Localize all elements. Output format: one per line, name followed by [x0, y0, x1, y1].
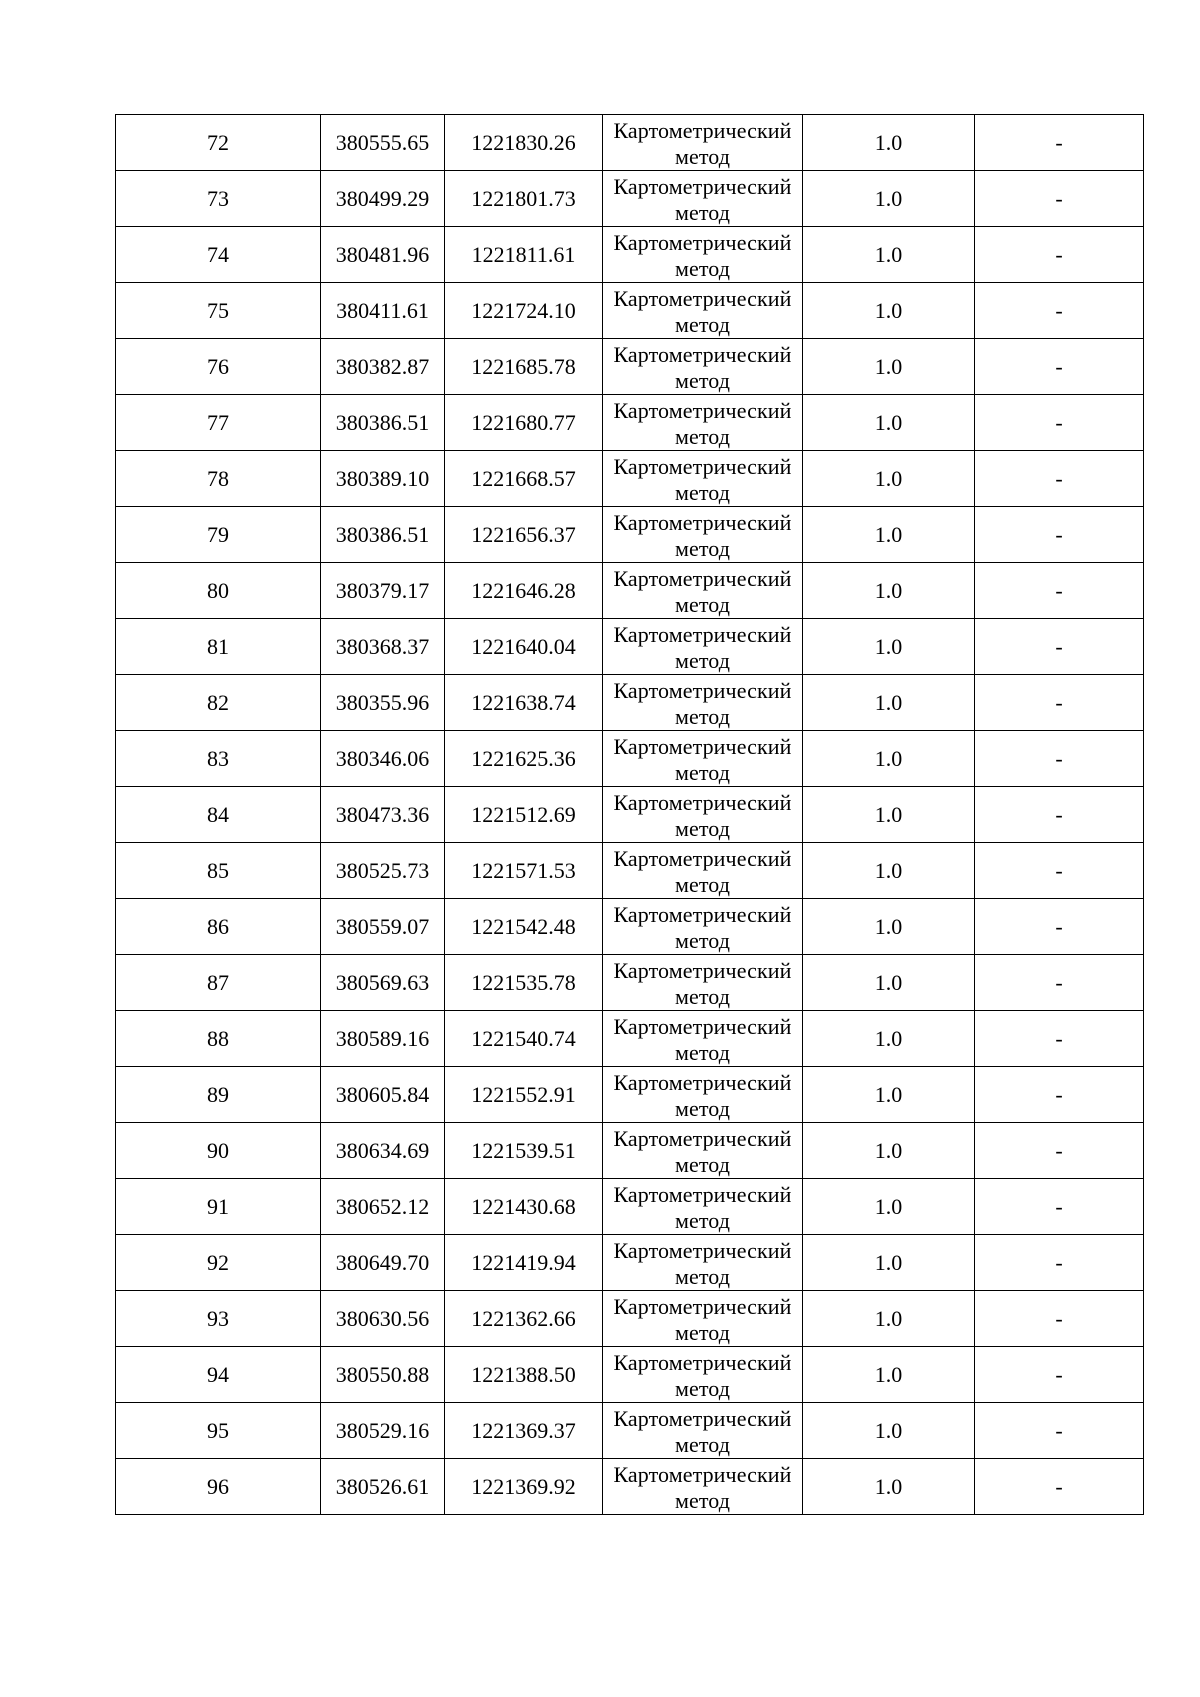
accuracy-cell: 1.0	[803, 563, 975, 619]
accuracy-cell: 1.0	[803, 451, 975, 507]
accuracy-cell: 1.0	[803, 1067, 975, 1123]
accuracy-cell: 1.0	[803, 1011, 975, 1067]
method-line-2: метод	[674, 1319, 731, 1345]
y-coordinate-cell: 1221685.78	[445, 339, 603, 395]
y-coordinate-cell: 1221638.74	[445, 675, 603, 731]
table-row	[116, 171, 1144, 227]
x-coordinate-cell: 380550.88	[321, 1347, 445, 1403]
accuracy-cell: 1.0	[803, 339, 975, 395]
accuracy-cell: 1.0	[803, 899, 975, 955]
x-coordinate-cell: 380525.73	[321, 843, 445, 899]
accuracy-cell: 1.0	[803, 1291, 975, 1347]
table-row	[116, 507, 1144, 563]
method-cell	[603, 675, 803, 731]
method-line-1: Картометрический	[613, 1293, 792, 1319]
x-coordinate-cell: 380473.36	[321, 787, 445, 843]
method-line-1: Картометрический	[613, 1069, 792, 1095]
x-coordinate-cell: 380382.87	[321, 339, 445, 395]
y-coordinate-cell: 1221656.37	[445, 507, 603, 563]
note-cell: -	[975, 731, 1144, 787]
note-cell: -	[975, 1459, 1144, 1515]
note-cell: -	[975, 507, 1144, 563]
method-cell	[603, 955, 803, 1011]
method-line-1: Картометрический	[613, 565, 792, 591]
method-line-2: метод	[674, 1375, 731, 1401]
method-line-2: метод	[674, 143, 731, 169]
table-row	[116, 283, 1144, 339]
method-line-1: Картометрический	[613, 453, 792, 479]
y-coordinate-cell: 1221830.26	[445, 115, 603, 171]
method-cell	[603, 1403, 803, 1459]
point-number-cell: 75	[116, 283, 321, 339]
x-coordinate-cell: 380649.70	[321, 1235, 445, 1291]
table-row	[116, 955, 1144, 1011]
x-coordinate-cell: 380386.51	[321, 395, 445, 451]
x-coordinate-cell: 380559.07	[321, 899, 445, 955]
x-coordinate-cell: 380499.29	[321, 171, 445, 227]
method-line-2: метод	[674, 1039, 731, 1065]
method-cell	[603, 731, 803, 787]
point-number-cell: 73	[116, 171, 321, 227]
table-row	[116, 1011, 1144, 1067]
method-line-1: Картометрический	[613, 789, 792, 815]
note-cell: -	[975, 1179, 1144, 1235]
x-coordinate-cell: 380569.63	[321, 955, 445, 1011]
y-coordinate-cell: 1221571.53	[445, 843, 603, 899]
table-row	[116, 451, 1144, 507]
point-number-cell: 86	[116, 899, 321, 955]
table-row	[116, 1291, 1144, 1347]
note-cell: -	[975, 283, 1144, 339]
method-cell	[603, 843, 803, 899]
point-number-cell: 92	[116, 1235, 321, 1291]
note-cell: -	[975, 1067, 1144, 1123]
method-cell	[603, 171, 803, 227]
point-number-cell: 93	[116, 1291, 321, 1347]
point-number-cell: 79	[116, 507, 321, 563]
y-coordinate-cell: 1221540.74	[445, 1011, 603, 1067]
x-coordinate-cell: 380481.96	[321, 227, 445, 283]
table-row	[116, 899, 1144, 955]
note-cell: -	[975, 1011, 1144, 1067]
y-coordinate-cell: 1221419.94	[445, 1235, 603, 1291]
note-cell: -	[975, 619, 1144, 675]
x-coordinate-cell: 380634.69	[321, 1123, 445, 1179]
x-coordinate-cell: 380555.65	[321, 115, 445, 171]
method-line-1: Картометрический	[613, 341, 792, 367]
method-cell	[603, 395, 803, 451]
method-cell	[603, 1179, 803, 1235]
method-cell	[603, 115, 803, 171]
point-number-cell: 74	[116, 227, 321, 283]
method-line-2: метод	[674, 1263, 731, 1289]
method-cell	[603, 1235, 803, 1291]
table-row	[116, 563, 1144, 619]
method-line-1: Картометрический	[613, 229, 792, 255]
point-number-cell: 96	[116, 1459, 321, 1515]
method-cell	[603, 227, 803, 283]
note-cell: -	[975, 339, 1144, 395]
y-coordinate-cell: 1221539.51	[445, 1123, 603, 1179]
y-coordinate-cell: 1221801.73	[445, 171, 603, 227]
table-row	[116, 1459, 1144, 1515]
note-cell: -	[975, 955, 1144, 1011]
table-row	[116, 1347, 1144, 1403]
note-cell: -	[975, 171, 1144, 227]
note-cell: -	[975, 115, 1144, 171]
table-row	[116, 1067, 1144, 1123]
y-coordinate-cell: 1221369.37	[445, 1403, 603, 1459]
note-cell: -	[975, 899, 1144, 955]
accuracy-cell: 1.0	[803, 1235, 975, 1291]
method-line-2: метод	[674, 1095, 731, 1121]
method-cell	[603, 283, 803, 339]
table-row	[116, 787, 1144, 843]
y-coordinate-cell: 1221535.78	[445, 955, 603, 1011]
method-cell	[603, 899, 803, 955]
method-line-1: Картометрический	[613, 901, 792, 927]
table-row	[116, 1403, 1144, 1459]
note-cell: -	[975, 787, 1144, 843]
note-cell: -	[975, 1123, 1144, 1179]
table-row	[116, 115, 1144, 171]
method-line-1: Картометрический	[613, 1461, 792, 1487]
method-cell	[603, 1459, 803, 1515]
method-cell	[603, 619, 803, 675]
table-row	[116, 731, 1144, 787]
method-cell	[603, 1123, 803, 1179]
note-cell: -	[975, 1235, 1144, 1291]
point-number-cell: 84	[116, 787, 321, 843]
note-cell: -	[975, 451, 1144, 507]
x-coordinate-cell: 380589.16	[321, 1011, 445, 1067]
coordinates-table-body	[116, 115, 1144, 1515]
x-coordinate-cell: 380389.10	[321, 451, 445, 507]
table-row	[116, 1235, 1144, 1291]
point-number-cell: 78	[116, 451, 321, 507]
accuracy-cell: 1.0	[803, 619, 975, 675]
method-line-2: метод	[674, 815, 731, 841]
method-line-2: метод	[674, 255, 731, 281]
method-cell	[603, 1347, 803, 1403]
accuracy-cell: 1.0	[803, 395, 975, 451]
point-number-cell: 91	[116, 1179, 321, 1235]
method-line-1: Картометрический	[613, 1237, 792, 1263]
method-line-1: Картометрический	[613, 1181, 792, 1207]
y-coordinate-cell: 1221362.66	[445, 1291, 603, 1347]
accuracy-cell: 1.0	[803, 787, 975, 843]
x-coordinate-cell: 380529.16	[321, 1403, 445, 1459]
note-cell: -	[975, 563, 1144, 619]
point-number-cell: 90	[116, 1123, 321, 1179]
note-cell: -	[975, 1347, 1144, 1403]
x-coordinate-cell: 380386.51	[321, 507, 445, 563]
table-row	[116, 1123, 1144, 1179]
accuracy-cell: 1.0	[803, 227, 975, 283]
x-coordinate-cell: 380652.12	[321, 1179, 445, 1235]
y-coordinate-cell: 1221811.61	[445, 227, 603, 283]
method-line-1: Картометрический	[613, 397, 792, 423]
note-cell: -	[975, 1291, 1144, 1347]
method-line-2: метод	[674, 647, 731, 673]
table-row	[116, 619, 1144, 675]
accuracy-cell: 1.0	[803, 731, 975, 787]
accuracy-cell: 1.0	[803, 171, 975, 227]
note-cell: -	[975, 227, 1144, 283]
table-row	[116, 339, 1144, 395]
method-line-1: Картометрический	[613, 677, 792, 703]
x-coordinate-cell: 380526.61	[321, 1459, 445, 1515]
method-cell	[603, 1011, 803, 1067]
x-coordinate-cell: 380605.84	[321, 1067, 445, 1123]
method-line-1: Картометрический	[613, 117, 792, 143]
method-line-2: метод	[674, 983, 731, 1009]
method-line-2: метод	[674, 1487, 731, 1513]
accuracy-cell: 1.0	[803, 843, 975, 899]
point-number-cell: 87	[116, 955, 321, 1011]
point-number-cell: 82	[116, 675, 321, 731]
y-coordinate-cell: 1221625.36	[445, 731, 603, 787]
table-row	[116, 227, 1144, 283]
method-line-1: Картометрический	[613, 957, 792, 983]
method-line-2: метод	[674, 927, 731, 953]
y-coordinate-cell: 1221388.50	[445, 1347, 603, 1403]
table-row	[116, 843, 1144, 899]
y-coordinate-cell: 1221724.10	[445, 283, 603, 339]
method-line-2: метод	[674, 1207, 731, 1233]
method-line-1: Картометрический	[613, 621, 792, 647]
method-cell	[603, 451, 803, 507]
method-cell	[603, 1291, 803, 1347]
table-row	[116, 1179, 1144, 1235]
method-line-2: метод	[674, 703, 731, 729]
accuracy-cell: 1.0	[803, 1347, 975, 1403]
accuracy-cell: 1.0	[803, 675, 975, 731]
method-line-1: Картометрический	[613, 1013, 792, 1039]
method-line-2: метод	[674, 479, 731, 505]
accuracy-cell: 1.0	[803, 1179, 975, 1235]
coordinates-table	[115, 114, 1144, 1515]
x-coordinate-cell: 380355.96	[321, 675, 445, 731]
method-line-1: Картометрический	[613, 1125, 792, 1151]
method-line-2: метод	[674, 535, 731, 561]
point-number-cell: 88	[116, 1011, 321, 1067]
note-cell: -	[975, 1403, 1144, 1459]
point-number-cell: 83	[116, 731, 321, 787]
method-cell	[603, 339, 803, 395]
point-number-cell: 72	[116, 115, 321, 171]
y-coordinate-cell: 1221646.28	[445, 563, 603, 619]
method-line-1: Картометрический	[613, 845, 792, 871]
y-coordinate-cell: 1221552.91	[445, 1067, 603, 1123]
method-line-2: метод	[674, 367, 731, 393]
method-cell	[603, 1067, 803, 1123]
x-coordinate-cell: 380379.17	[321, 563, 445, 619]
accuracy-cell: 1.0	[803, 1403, 975, 1459]
method-line-1: Картометрический	[613, 285, 792, 311]
method-line-2: метод	[674, 1151, 731, 1177]
method-line-2: метод	[674, 1431, 731, 1457]
accuracy-cell: 1.0	[803, 1459, 975, 1515]
point-number-cell: 94	[116, 1347, 321, 1403]
table-row	[116, 395, 1144, 451]
accuracy-cell: 1.0	[803, 955, 975, 1011]
method-line-2: метод	[674, 591, 731, 617]
method-cell	[603, 507, 803, 563]
method-line-1: Картометрический	[613, 173, 792, 199]
point-number-cell: 89	[116, 1067, 321, 1123]
x-coordinate-cell: 380630.56	[321, 1291, 445, 1347]
method-line-2: метод	[674, 423, 731, 449]
point-number-cell: 95	[116, 1403, 321, 1459]
y-coordinate-cell: 1221680.77	[445, 395, 603, 451]
method-line-2: метод	[674, 871, 731, 897]
method-line-1: Картометрический	[613, 1405, 792, 1431]
table-row	[116, 675, 1144, 731]
x-coordinate-cell: 380346.06	[321, 731, 445, 787]
method-line-2: метод	[674, 311, 731, 337]
method-line-1: Картометрический	[613, 733, 792, 759]
note-cell: -	[975, 395, 1144, 451]
note-cell: -	[975, 675, 1144, 731]
accuracy-cell: 1.0	[803, 283, 975, 339]
note-cell: -	[975, 843, 1144, 899]
y-coordinate-cell: 1221369.92	[445, 1459, 603, 1515]
point-number-cell: 76	[116, 339, 321, 395]
accuracy-cell: 1.0	[803, 1123, 975, 1179]
accuracy-cell: 1.0	[803, 115, 975, 171]
method-line-2: метод	[674, 759, 731, 785]
y-coordinate-cell: 1221542.48	[445, 899, 603, 955]
method-cell	[603, 787, 803, 843]
method-line-2: метод	[674, 199, 731, 225]
point-number-cell: 81	[116, 619, 321, 675]
y-coordinate-cell: 1221640.04	[445, 619, 603, 675]
x-coordinate-cell: 380411.61	[321, 283, 445, 339]
method-line-1: Картометрический	[613, 509, 792, 535]
x-coordinate-cell: 380368.37	[321, 619, 445, 675]
point-number-cell: 85	[116, 843, 321, 899]
method-cell	[603, 563, 803, 619]
y-coordinate-cell: 1221512.69	[445, 787, 603, 843]
method-line-1: Картометрический	[613, 1349, 792, 1375]
point-number-cell: 77	[116, 395, 321, 451]
y-coordinate-cell: 1221668.57	[445, 451, 603, 507]
y-coordinate-cell: 1221430.68	[445, 1179, 603, 1235]
accuracy-cell: 1.0	[803, 507, 975, 563]
point-number-cell: 80	[116, 563, 321, 619]
